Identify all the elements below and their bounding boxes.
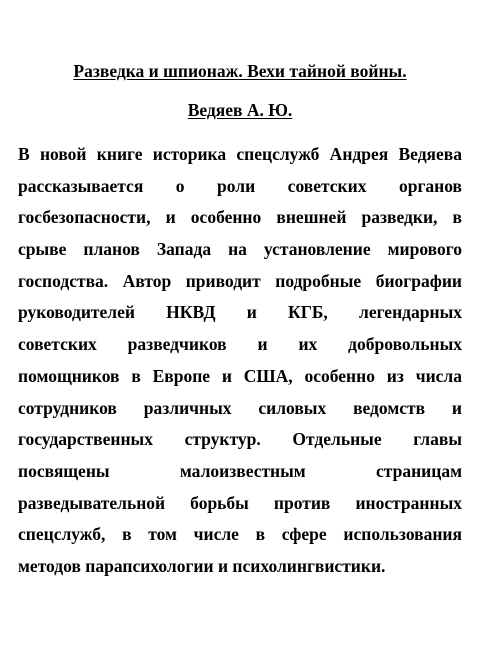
description-line: государственных структур. Отдельные главы bbox=[18, 429, 462, 450]
book-title: Разведка и шпионаж. Вехи тайной войны. bbox=[73, 61, 407, 81]
description-line: советских разведчиков и их добровольных bbox=[18, 334, 462, 355]
book-description bbox=[18, 139, 462, 583]
description-line: рассказывается о роли советских органов bbox=[18, 175, 462, 196]
description-line: господства. Автор приводит подробные биографии bbox=[18, 270, 462, 291]
description-line: посвящены малоизвестным страницам bbox=[18, 460, 462, 481]
description-line: В новой книге историка спецслужб Андрея Ведяева bbox=[18, 144, 462, 164]
description-line: спецслужб, в том числе в сфере использования bbox=[18, 524, 462, 545]
description-line: госбезопасности, и особенно внешней разведки, в bbox=[18, 207, 462, 228]
description-line: сотрудников различных силовых ведомств и bbox=[18, 397, 462, 418]
description-line: руководителей НКВД и КГБ, легендарных bbox=[18, 302, 462, 323]
description-line: срыве планов Запада на установление мирового bbox=[18, 239, 462, 260]
book-author: Ведяев А. Ю. bbox=[187, 100, 293, 120]
description-line: разведывательной борьбы против иностранных bbox=[18, 492, 462, 513]
description-line: методов парапсихологии и психолингвистики. bbox=[18, 555, 386, 576]
description-line: помощников в Европе и США, особенно из числа bbox=[18, 365, 462, 386]
